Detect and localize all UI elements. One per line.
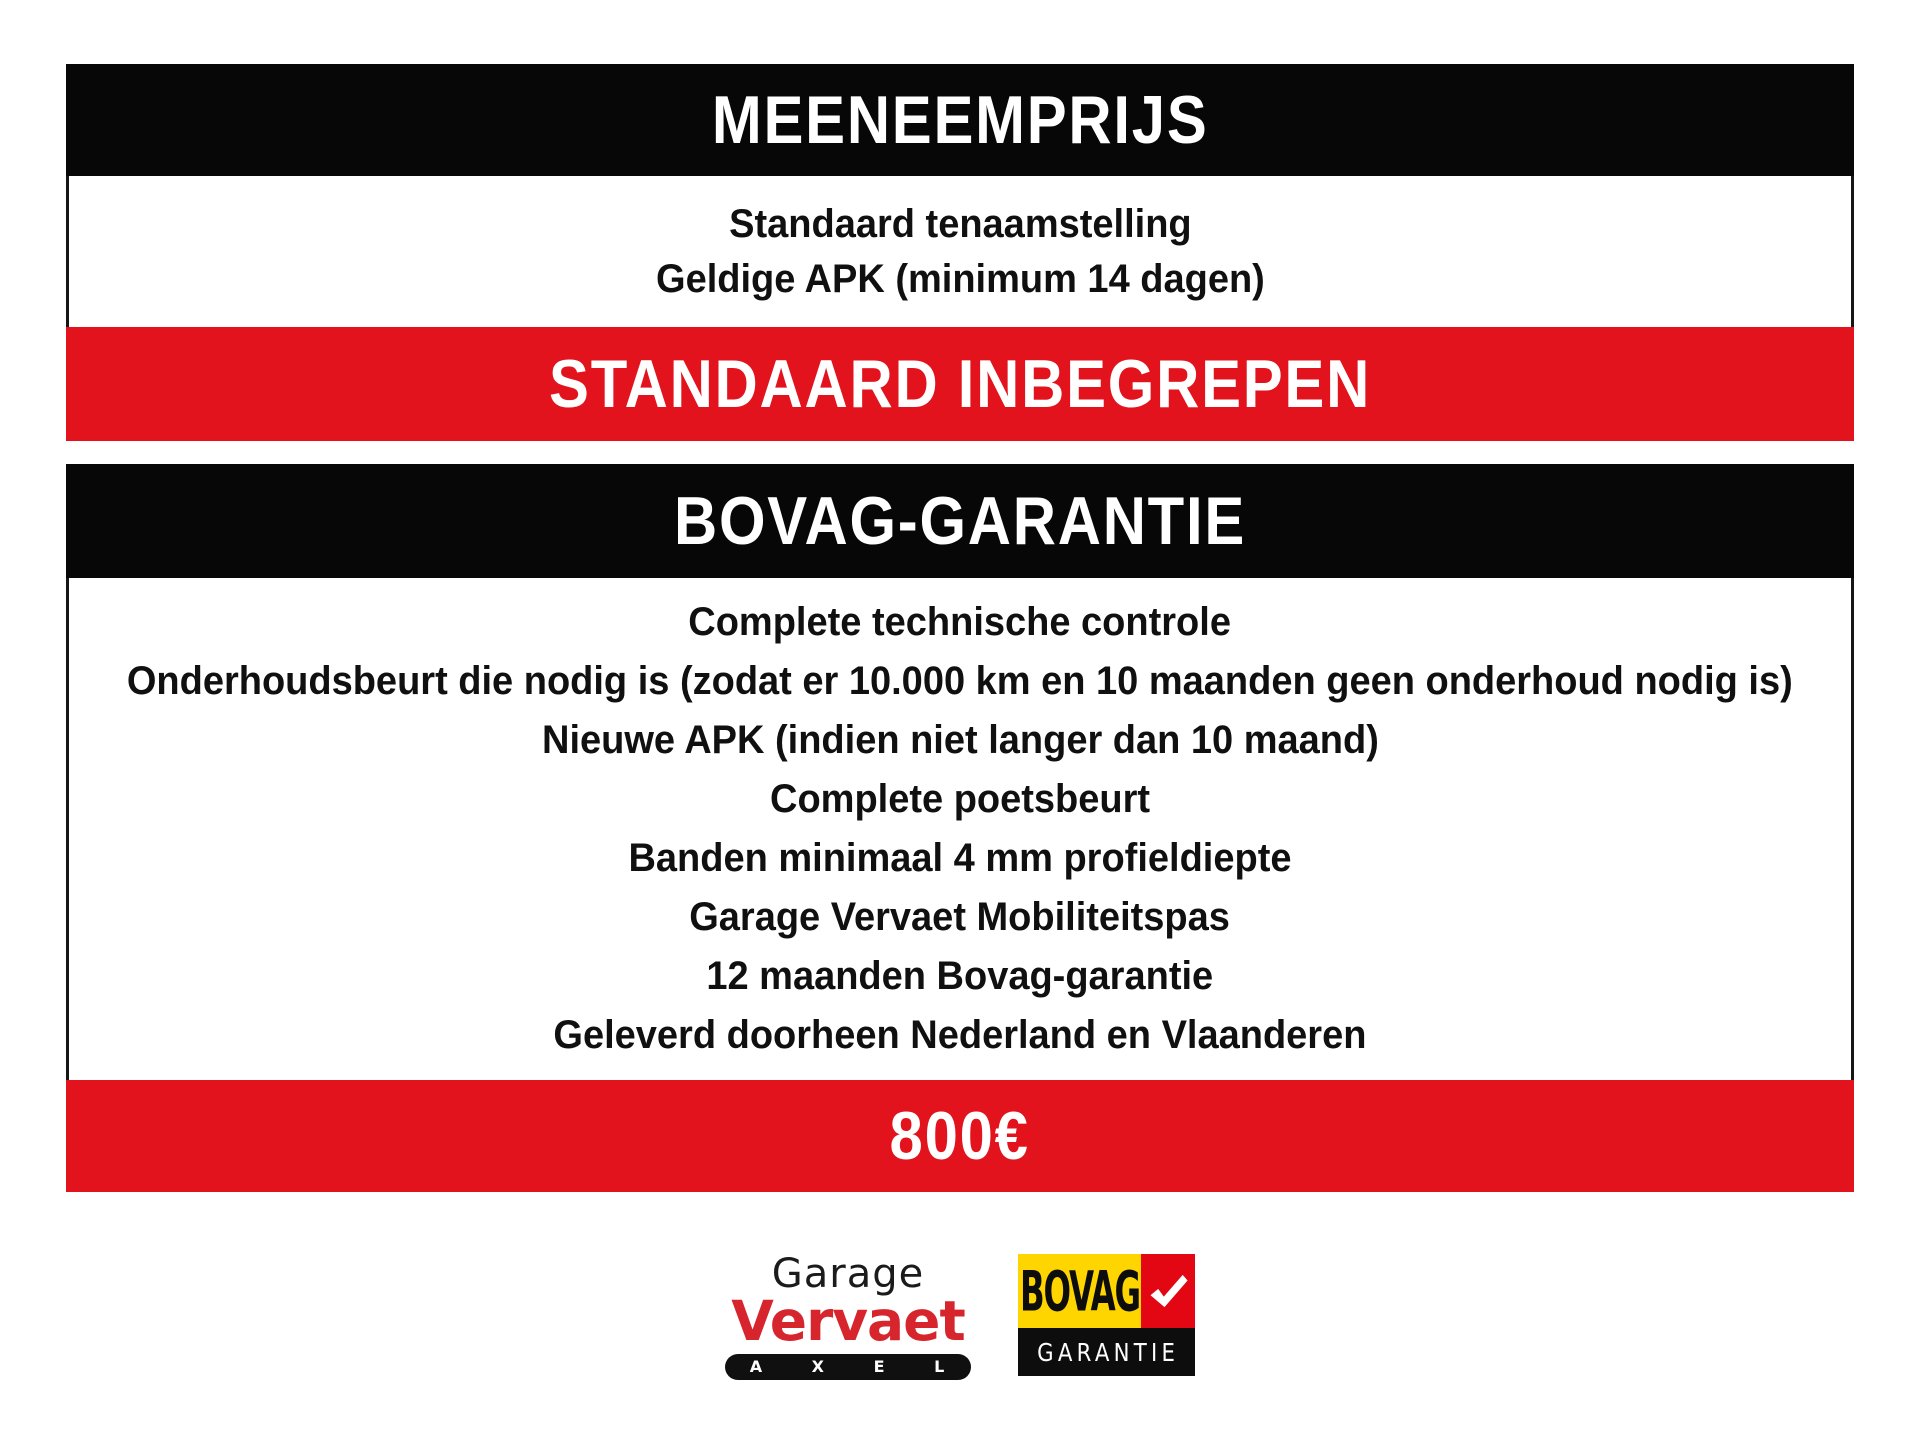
meeneemprijs-header-bar bbox=[66, 64, 1854, 176]
panel-meeneemprijs bbox=[66, 64, 1854, 441]
panel-bovag-garantie bbox=[66, 464, 1854, 1192]
bovag-wordmark-cell bbox=[1018, 1254, 1141, 1328]
warranty-item-text: Onderhoudsbeurt die nodig is (zodat er 10.000 km en 10 maanden geen onderhoud nodig is) bbox=[127, 659, 1793, 703]
bovag-garantie-logo bbox=[1018, 1254, 1195, 1376]
warranty-item bbox=[674, 593, 1245, 652]
condition-text: Geldige APK (minimum 14 dagen) bbox=[655, 256, 1265, 301]
warranty-item-text: Geleverd doorheen Nederland en Vlaanderen bbox=[553, 1013, 1367, 1057]
vervaet-wordmark: Vervaet bbox=[731, 1289, 965, 1353]
meeneemprijs-title: MEENEEMPRIJS bbox=[711, 82, 1209, 158]
garantie-band bbox=[1018, 1328, 1195, 1376]
warranty-item bbox=[532, 1006, 1388, 1065]
price-bar bbox=[66, 1080, 1854, 1192]
warranty-item-text: 12 maanden Bovag-garantie bbox=[706, 954, 1214, 998]
warranty-item bbox=[83, 652, 1837, 711]
standaard-inbegrepen-bar bbox=[66, 327, 1854, 441]
warranty-item-text: Nieuwe APK (indien niet langer dan 10 maand) bbox=[541, 718, 1379, 762]
warranty-item bbox=[611, 829, 1309, 888]
price-board bbox=[66, 64, 1854, 1192]
standaard-inbegrepen-label: STANDAARD INBEGREPEN bbox=[548, 346, 1372, 422]
bovag-body bbox=[66, 578, 1854, 1080]
warranty-item-text: Complete technische controle bbox=[688, 600, 1232, 644]
condition-line bbox=[717, 197, 1204, 252]
bovag-wordmark: BOVAG bbox=[1019, 1258, 1140, 1324]
warranty-item-text: Banden minimaal 4 mm profieldiepte bbox=[628, 836, 1292, 880]
warranty-item-text: Garage Vervaet Mobiliteitspas bbox=[689, 895, 1231, 939]
bovag-check-cell bbox=[1141, 1254, 1195, 1328]
warranty-item bbox=[520, 711, 1401, 770]
garage-wordmark: Garage bbox=[771, 1251, 925, 1297]
warranty-item bbox=[693, 947, 1227, 1006]
check-icon bbox=[1147, 1272, 1189, 1310]
bovag-header-bar bbox=[66, 464, 1854, 578]
axel-badge-text: A X E L bbox=[749, 1357, 947, 1376]
bovag-logo-top bbox=[1018, 1254, 1195, 1328]
price-value: 800€ bbox=[889, 1098, 1031, 1174]
garage-vervaet-logo bbox=[725, 1251, 971, 1380]
panel-spacer bbox=[66, 441, 1854, 464]
warranty-item bbox=[760, 770, 1160, 829]
bovag-garantie-title: BOVAG-GARANTIE bbox=[673, 483, 1247, 559]
axel-badge bbox=[725, 1354, 971, 1380]
warranty-item bbox=[675, 888, 1244, 947]
garantie-label: GARANTIE bbox=[1037, 1337, 1180, 1367]
condition-line bbox=[640, 252, 1281, 307]
condition-text: Standaard tenaamstelling bbox=[728, 201, 1192, 246]
meeneemprijs-body bbox=[66, 176, 1854, 327]
footer-logos bbox=[0, 1251, 1920, 1380]
warranty-item-text: Complete poetsbeurt bbox=[769, 777, 1151, 821]
